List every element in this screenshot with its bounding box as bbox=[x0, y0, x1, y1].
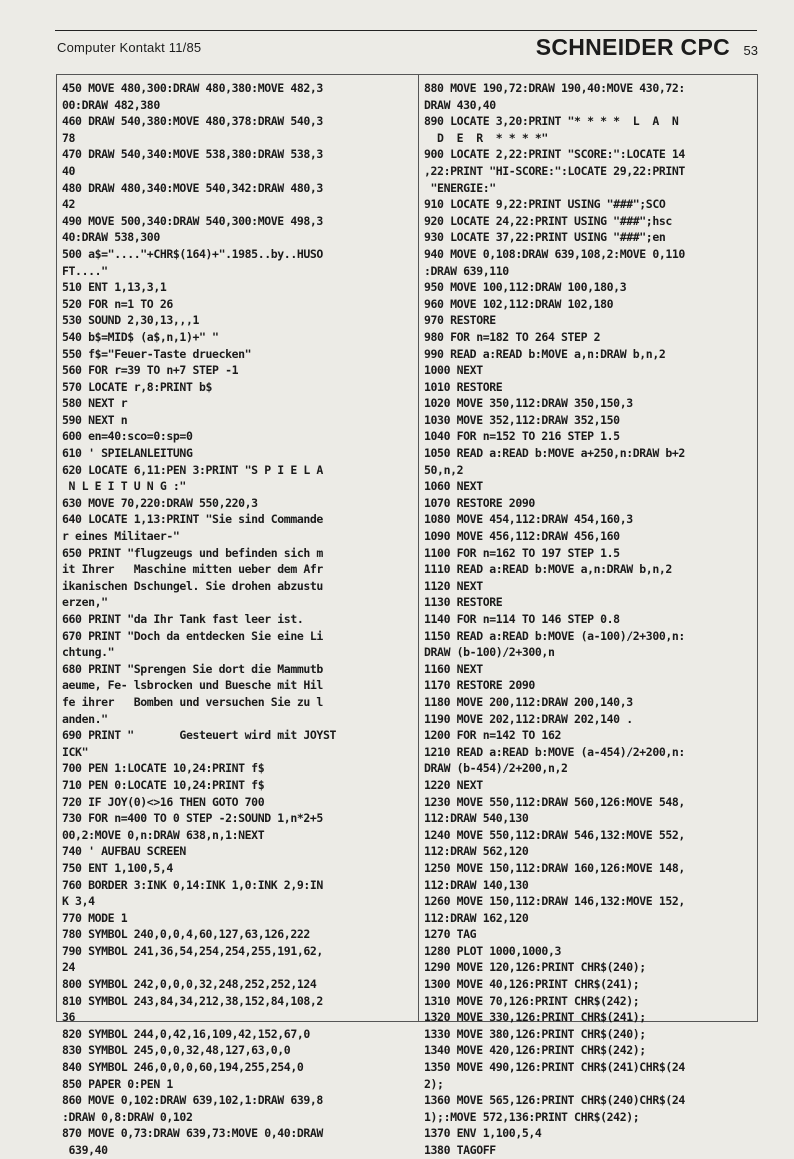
code-line: 1200 FOR n=142 TO 162 bbox=[424, 728, 561, 743]
code-line: 890 LOCATE 3,20:PRINT "* * * * L A N bbox=[424, 114, 679, 129]
code-line: chtung." bbox=[62, 645, 115, 660]
code-line: 500 a$="...."+CHR$(164)+".1985..by..HUSO bbox=[62, 246, 323, 261]
code-line: 50,n,2 bbox=[424, 462, 464, 477]
code-line: 650 PRINT "flugzeugs und befinden sich m bbox=[62, 545, 323, 560]
code-line: 1250 MOVE 150,112:DRAW 160,126:MOVE 148, bbox=[424, 860, 685, 875]
code-line: 540 b$=MID$ (a$,n,1)+" " bbox=[62, 329, 219, 344]
code-line: 2); bbox=[424, 1076, 444, 1091]
code-line: 900 LOCATE 2,22:PRINT "SCORE:":LOCATE 14 bbox=[424, 147, 685, 162]
code-line: 1130 RESTORE bbox=[424, 595, 503, 610]
code-line: 1290 MOVE 120,126:PRINT CHR$(240); bbox=[424, 960, 646, 975]
code-line: 610 ' SPIELANLEITUNG bbox=[62, 446, 193, 461]
code-line: 920 LOCATE 24,22:PRINT USING "###";hsc bbox=[424, 213, 672, 228]
code-line: 112:DRAW 140,130 bbox=[424, 877, 529, 892]
code-line: 690 PRINT " Gesteuert wird mit JOYST bbox=[62, 728, 336, 743]
code-line: 1160 NEXT bbox=[424, 661, 483, 676]
code-line: 550 f$="Feuer-Taste druecken" bbox=[62, 346, 252, 361]
code-line: 1350 MOVE 490,126:PRINT CHR$(241)CHR$(24 bbox=[424, 1060, 685, 1075]
code-line: 1280 PLOT 1000,1000,3 bbox=[424, 943, 561, 958]
code-line: 1240 MOVE 550,112:DRAW 546,132:MOVE 552, bbox=[424, 827, 685, 842]
code-line: 1040 FOR n=152 TO 216 STEP 1.5 bbox=[424, 429, 620, 444]
code-line: :DRAW 639,110 bbox=[424, 263, 509, 278]
code-line: ,22:PRINT "HI-SCORE:":LOCATE 29,22:PRINT bbox=[424, 163, 685, 178]
code-line: ICK" bbox=[62, 744, 89, 759]
listing-left-column bbox=[62, 80, 336, 1159]
code-line: 770 MODE 1 bbox=[62, 910, 128, 925]
code-line: 1310 MOVE 70,126:PRINT CHR$(242); bbox=[424, 993, 640, 1008]
code-line: 1050 READ a:READ b:MOVE a+250,n:DRAW b+2 bbox=[424, 446, 685, 461]
code-line: 1110 READ a:READ b:MOVE a,n:DRAW b,n,2 bbox=[424, 562, 672, 577]
code-line: 630 MOVE 70,220:DRAW 550,220,3 bbox=[62, 495, 258, 510]
code-line: 700 PEN 1:LOCATE 10,24:PRINT f$ bbox=[62, 761, 265, 776]
code-line: 560 FOR r=39 TO n+7 STEP -1 bbox=[62, 363, 239, 378]
code-line: 1230 MOVE 550,112:DRAW 560,126:MOVE 548, bbox=[424, 794, 685, 809]
code-line: 870 MOVE 0,73:DRAW 639,73:MOVE 0,40:DRAW bbox=[62, 1126, 323, 1141]
code-line: 1000 NEXT bbox=[424, 363, 483, 378]
section-title: SCHNEIDER CPC bbox=[535, 34, 730, 60]
code-line: 590 NEXT n bbox=[62, 412, 128, 427]
code-line: aeume, Fe- lsbrocken und Buesche mit Hil bbox=[62, 678, 323, 693]
code-line: 1270 TAG bbox=[424, 927, 477, 942]
code-line: 840 SYMBOL 246,0,0,0,60,194,255,254,0 bbox=[62, 1060, 304, 1075]
code-line: fe ihrer Bomben und versuchen Sie zu l bbox=[62, 694, 323, 709]
code-line: 980 FOR n=182 TO 264 STEP 2 bbox=[424, 329, 601, 344]
code-line: 1010 RESTORE bbox=[424, 379, 503, 394]
code-line: 1170 RESTORE 2090 bbox=[424, 678, 535, 693]
code-line: DRAW (b-100)/2+300,n bbox=[424, 645, 555, 660]
code-line: r eines Militaer-" bbox=[62, 529, 180, 544]
code-line: 930 LOCATE 37,22:PRINT USING "###";en bbox=[424, 230, 666, 245]
code-line: 670 PRINT "Doch da entdecken Sie eine Li bbox=[62, 628, 323, 643]
code-line: 820 SYMBOL 244,0,42,16,109,42,152,67,0 bbox=[62, 1026, 310, 1041]
code-line: 1220 NEXT bbox=[424, 777, 483, 792]
code-line: DRAW (b-454)/2+200,n,2 bbox=[424, 761, 568, 776]
code-line: anden." bbox=[62, 711, 108, 726]
code-line: N L E I T U N G :" bbox=[62, 479, 186, 494]
code-line: 00:DRAW 482,380 bbox=[62, 97, 160, 112]
code-line: it Ihrer Maschine mitten ueber dem Afr bbox=[62, 562, 323, 577]
code-line: "ENERGIE:" bbox=[424, 180, 496, 195]
code-line: 910 LOCATE 9,22:PRINT USING "###";SCO bbox=[424, 197, 666, 212]
code-line: 880 MOVE 190,72:DRAW 190,40:MOVE 430,72: bbox=[424, 81, 685, 95]
code-line: 1180 MOVE 200,112:DRAW 200,140,3 bbox=[424, 694, 633, 709]
column-divider bbox=[418, 74, 419, 1022]
code-line: 780 SYMBOL 240,0,0,4,60,127,63,126,222 bbox=[62, 927, 310, 942]
code-line: 800 SYMBOL 242,0,0,0,32,248,252,252,124 bbox=[62, 977, 317, 992]
code-line: 112:DRAW 562,120 bbox=[424, 844, 529, 859]
code-line: 760 BORDER 3:INK 0,14:INK 1,0:INK 2,9:IN bbox=[62, 877, 323, 892]
code-line: 1260 MOVE 150,112:DRAW 146,132:MOVE 152, bbox=[424, 894, 685, 909]
code-line: 40 bbox=[62, 163, 76, 178]
code-line: 1380 TAGOFF bbox=[424, 1143, 496, 1157]
code-line: 990 READ a:READ b:MOVE a,n:DRAW b,n,2 bbox=[424, 346, 666, 361]
code-line: 600 en=40:sco=0:sp=0 bbox=[62, 429, 193, 444]
code-line: 1320 MOVE 330,126:PRINT CHR$(241); bbox=[424, 1010, 646, 1025]
code-line: 42 bbox=[62, 197, 76, 212]
code-line: 530 SOUND 2,30,13,,,1 bbox=[62, 313, 199, 328]
code-line: 1020 MOVE 350,112:DRAW 350,150,3 bbox=[424, 396, 633, 411]
code-line: 850 PAPER 0:PEN 1 bbox=[62, 1076, 173, 1091]
code-line: 570 LOCATE r,8:PRINT b$ bbox=[62, 379, 213, 394]
code-line: K 3,4 bbox=[62, 894, 95, 909]
code-line: 480 DRAW 480,340:MOVE 540,342:DRAW 480,3 bbox=[62, 180, 323, 195]
code-line: 940 MOVE 0,108:DRAW 639,108,2:MOVE 0,110 bbox=[424, 246, 685, 261]
code-line: 112:DRAW 162,120 bbox=[424, 910, 529, 925]
code-line: 1070 RESTORE 2090 bbox=[424, 495, 535, 510]
code-line: 00,2:MOVE 0,n:DRAW 638,n,1:NEXT bbox=[62, 827, 265, 842]
code-line: 1060 NEXT bbox=[424, 479, 483, 494]
code-line: 730 FOR n=400 TO 0 STEP -2:SOUND 1,n*2+5 bbox=[62, 811, 323, 826]
code-line: DRAW 430,40 bbox=[424, 97, 496, 112]
code-line: 660 PRINT "da Ihr Tank fast leer ist. bbox=[62, 612, 304, 626]
code-line: 520 FOR n=1 TO 26 bbox=[62, 296, 173, 311]
code-line: ikanischen Dschungel. Sie drohen abzustu bbox=[62, 578, 323, 593]
code-line: 1210 READ a:READ b:MOVE (a-454)/2+200,n: bbox=[424, 744, 685, 759]
publication-label: Computer Kontakt 11/85 bbox=[57, 40, 202, 55]
code-line: 36 bbox=[62, 1010, 76, 1025]
code-line: 1);:MOVE 572,136:PRINT CHR$(242); bbox=[424, 1109, 640, 1124]
code-line: 1080 MOVE 454,112:DRAW 454,160,3 bbox=[424, 512, 633, 527]
code-line: 1140 FOR n=114 TO 146 STEP 0.8 bbox=[424, 612, 620, 626]
code-line: 720 IF JOY(0)<>16 THEN GOTO 700 bbox=[62, 794, 265, 809]
code-line: 460 DRAW 540,380:MOVE 480,378:DRAW 540,3 bbox=[62, 114, 323, 129]
code-line: 640 LOCATE 1,13:PRINT "Sie sind Commande bbox=[62, 512, 323, 527]
code-line: 1100 FOR n=162 TO 197 STEP 1.5 bbox=[424, 545, 620, 560]
code-line: 580 NEXT r bbox=[62, 396, 128, 411]
code-line: 740 ' AUFBAU SCREEN bbox=[62, 844, 186, 859]
code-line: 1150 READ a:READ b:MOVE (a-100)/2+300,n: bbox=[424, 628, 685, 643]
code-line: 470 DRAW 540,340:MOVE 538,380:DRAW 538,3 bbox=[62, 147, 323, 162]
code-line: 1370 ENV 1,100,5,4 bbox=[424, 1126, 542, 1141]
code-line: 1030 MOVE 352,112:DRAW 352,150 bbox=[424, 412, 620, 427]
code-line: 950 MOVE 100,112:DRAW 100,180,3 bbox=[424, 280, 627, 295]
code-line: 78 bbox=[62, 130, 76, 145]
header-top-rule bbox=[55, 30, 757, 31]
code-line: 1300 MOVE 40,126:PRINT CHR$(241); bbox=[424, 977, 640, 992]
code-line: erzen," bbox=[62, 595, 108, 610]
code-line: 810 SYMBOL 243,84,34,212,38,152,84,108,2 bbox=[62, 993, 323, 1008]
code-line: 860 MOVE 0,102:DRAW 639,102,1:DRAW 639,8 bbox=[62, 1093, 323, 1108]
code-line: 112:DRAW 540,130 bbox=[424, 811, 529, 826]
code-line: 680 PRINT "Sprengen Sie dort die Mammutb bbox=[62, 661, 323, 676]
code-line: 639,40 bbox=[62, 1143, 108, 1157]
code-line: 1120 NEXT bbox=[424, 578, 483, 593]
code-line: 1360 MOVE 565,126:PRINT CHR$(240)CHR$(24 bbox=[424, 1093, 685, 1108]
code-line: 510 ENT 1,13,3,1 bbox=[62, 280, 167, 295]
code-line: 450 MOVE 480,300:DRAW 480,380:MOVE 482,3 bbox=[62, 81, 323, 95]
code-line: 1340 MOVE 420,126:PRINT CHR$(242); bbox=[424, 1043, 646, 1058]
code-line: 1190 MOVE 202,112:DRAW 202,140 . bbox=[424, 711, 633, 726]
code-line: 1090 MOVE 456,112:DRAW 456,160 bbox=[424, 529, 620, 544]
code-line: 750 ENT 1,100,5,4 bbox=[62, 860, 173, 875]
code-line: 710 PEN 0:LOCATE 10,24:PRINT f$ bbox=[62, 777, 265, 792]
code-line: 960 MOVE 102,112:DRAW 102,180 bbox=[424, 296, 614, 311]
code-line: 24 bbox=[62, 960, 76, 975]
code-line: 830 SYMBOL 245,0,0,32,48,127,63,0,0 bbox=[62, 1043, 291, 1058]
page-number: 53 bbox=[743, 43, 758, 58]
code-line: 40:DRAW 538,300 bbox=[62, 230, 160, 245]
listing-right-column bbox=[424, 80, 685, 1159]
code-line: FT...." bbox=[62, 263, 108, 278]
code-line: 490 MOVE 500,340:DRAW 540,300:MOVE 498,3 bbox=[62, 213, 323, 228]
code-line: 620 LOCATE 6,11:PEN 3:PRINT "S P I E L A bbox=[62, 462, 323, 477]
code-line: 970 RESTORE bbox=[424, 313, 496, 328]
code-line: D E R * * * *" bbox=[424, 130, 548, 145]
code-line: :DRAW 0,8:DRAW 0,102 bbox=[62, 1109, 193, 1124]
code-line: 1330 MOVE 380,126:PRINT CHR$(240); bbox=[424, 1026, 646, 1041]
code-line: 790 SYMBOL 241,36,54,254,254,255,191,62, bbox=[62, 943, 323, 958]
